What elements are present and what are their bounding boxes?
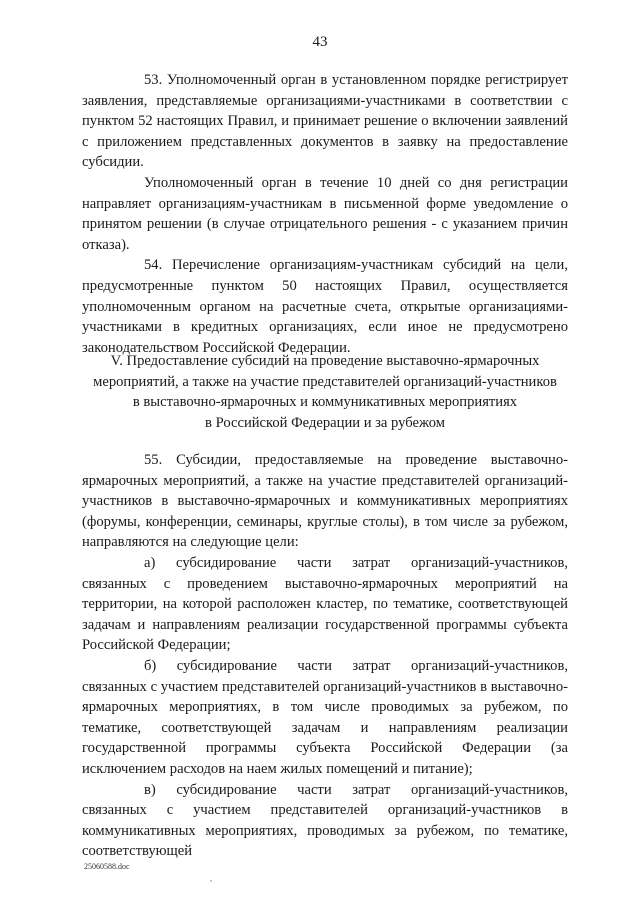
paragraph-55-intro: 55. Субсидии, предоставляемые на проведение выставочно-ярмарочных мероприятий, а также на участие представителей организаций-участников в выставочно-ярмарочных и коммуникативных мероприятиях (форумы, конференции, семинары, круглые столы), в том числе за рубежом, направляются на следующие цели: bbox=[82, 452, 568, 551]
page-number: 43 bbox=[312, 34, 328, 50]
paragraph-55-item-v: в) субсидирование части затрат организаций-участников, связанных с участием представителей организаций-участников в коммуникативных мероприятиях, проводимых за рубежом, по тематике, соответствующей bbox=[82, 781, 568, 860]
heading-line-1: V. Предоставление субсидий на проведение выставочно-ярмарочных bbox=[110, 353, 540, 369]
heading-line-3: в выставочно-ярмарочных и коммуникативных мероприятиях bbox=[132, 394, 518, 411]
paragraph-53-notification: Уполномоченный орган в течение 10 дней со дня регистрации направляет организациям-участникам в письменной форме уведомление о принятом решении (в случае отрицательного решения - с указанием причин отказа). bbox=[82, 174, 568, 253]
heading-line-4: в Российской Федерации и за рубежом bbox=[205, 414, 445, 431]
section-top-text bbox=[82, 70, 568, 358]
section-v-heading bbox=[82, 351, 568, 433]
paragraph-54-transfer: 54. Перечисление организациям-участникам субсидий на цели, предусмотренные пунктом 50 настоящих Правил, осуществляется уполномоченным органом на расчетные счета, открытые организациями-участниками в кредитных организациях, если иное не предусмотрено законодательством Российской Федерации. bbox=[82, 257, 568, 356]
paragraph-55-item-b: б) субсидирование части затрат организаций-участников, связанных с участием представителей организаций-участников в выставочно-ярмарочных мероприятиях, в том числе проводимых за рубежом, по тематике, соответствующей задачам и направлениям реализации государственной программы субъекта Российской Федерации (за исключением расходов на наем жилых помещений и питание); bbox=[82, 657, 568, 777]
document-file-code: 25060588.doc bbox=[84, 862, 130, 871]
section-v-text bbox=[82, 450, 568, 862]
paragraph-55-item-a: а) субсидирование части затрат организаций-участников, связанных с проведением выставочно-ярмарочных мероприятий на территории, на которой расположен кластер, по тематике, соответствующей задачам и направлениям реализации государственной программы субъекта Российской Федерации; bbox=[82, 554, 568, 654]
heading-line-2: мероприятий, а также на участие представителей организаций-участников bbox=[93, 373, 557, 390]
scan-dot-mark bbox=[210, 880, 212, 882]
paragraph-53-registration: 53. Уполномоченный орган в установленном порядке регистрирует заявления, представляемые организациями-участниками в соответствии с пунктом 52 настоящих Правил, и принимает решение о включении заявлений с приложением представленных документов в заявку на предоставление субсидии. bbox=[82, 72, 568, 171]
